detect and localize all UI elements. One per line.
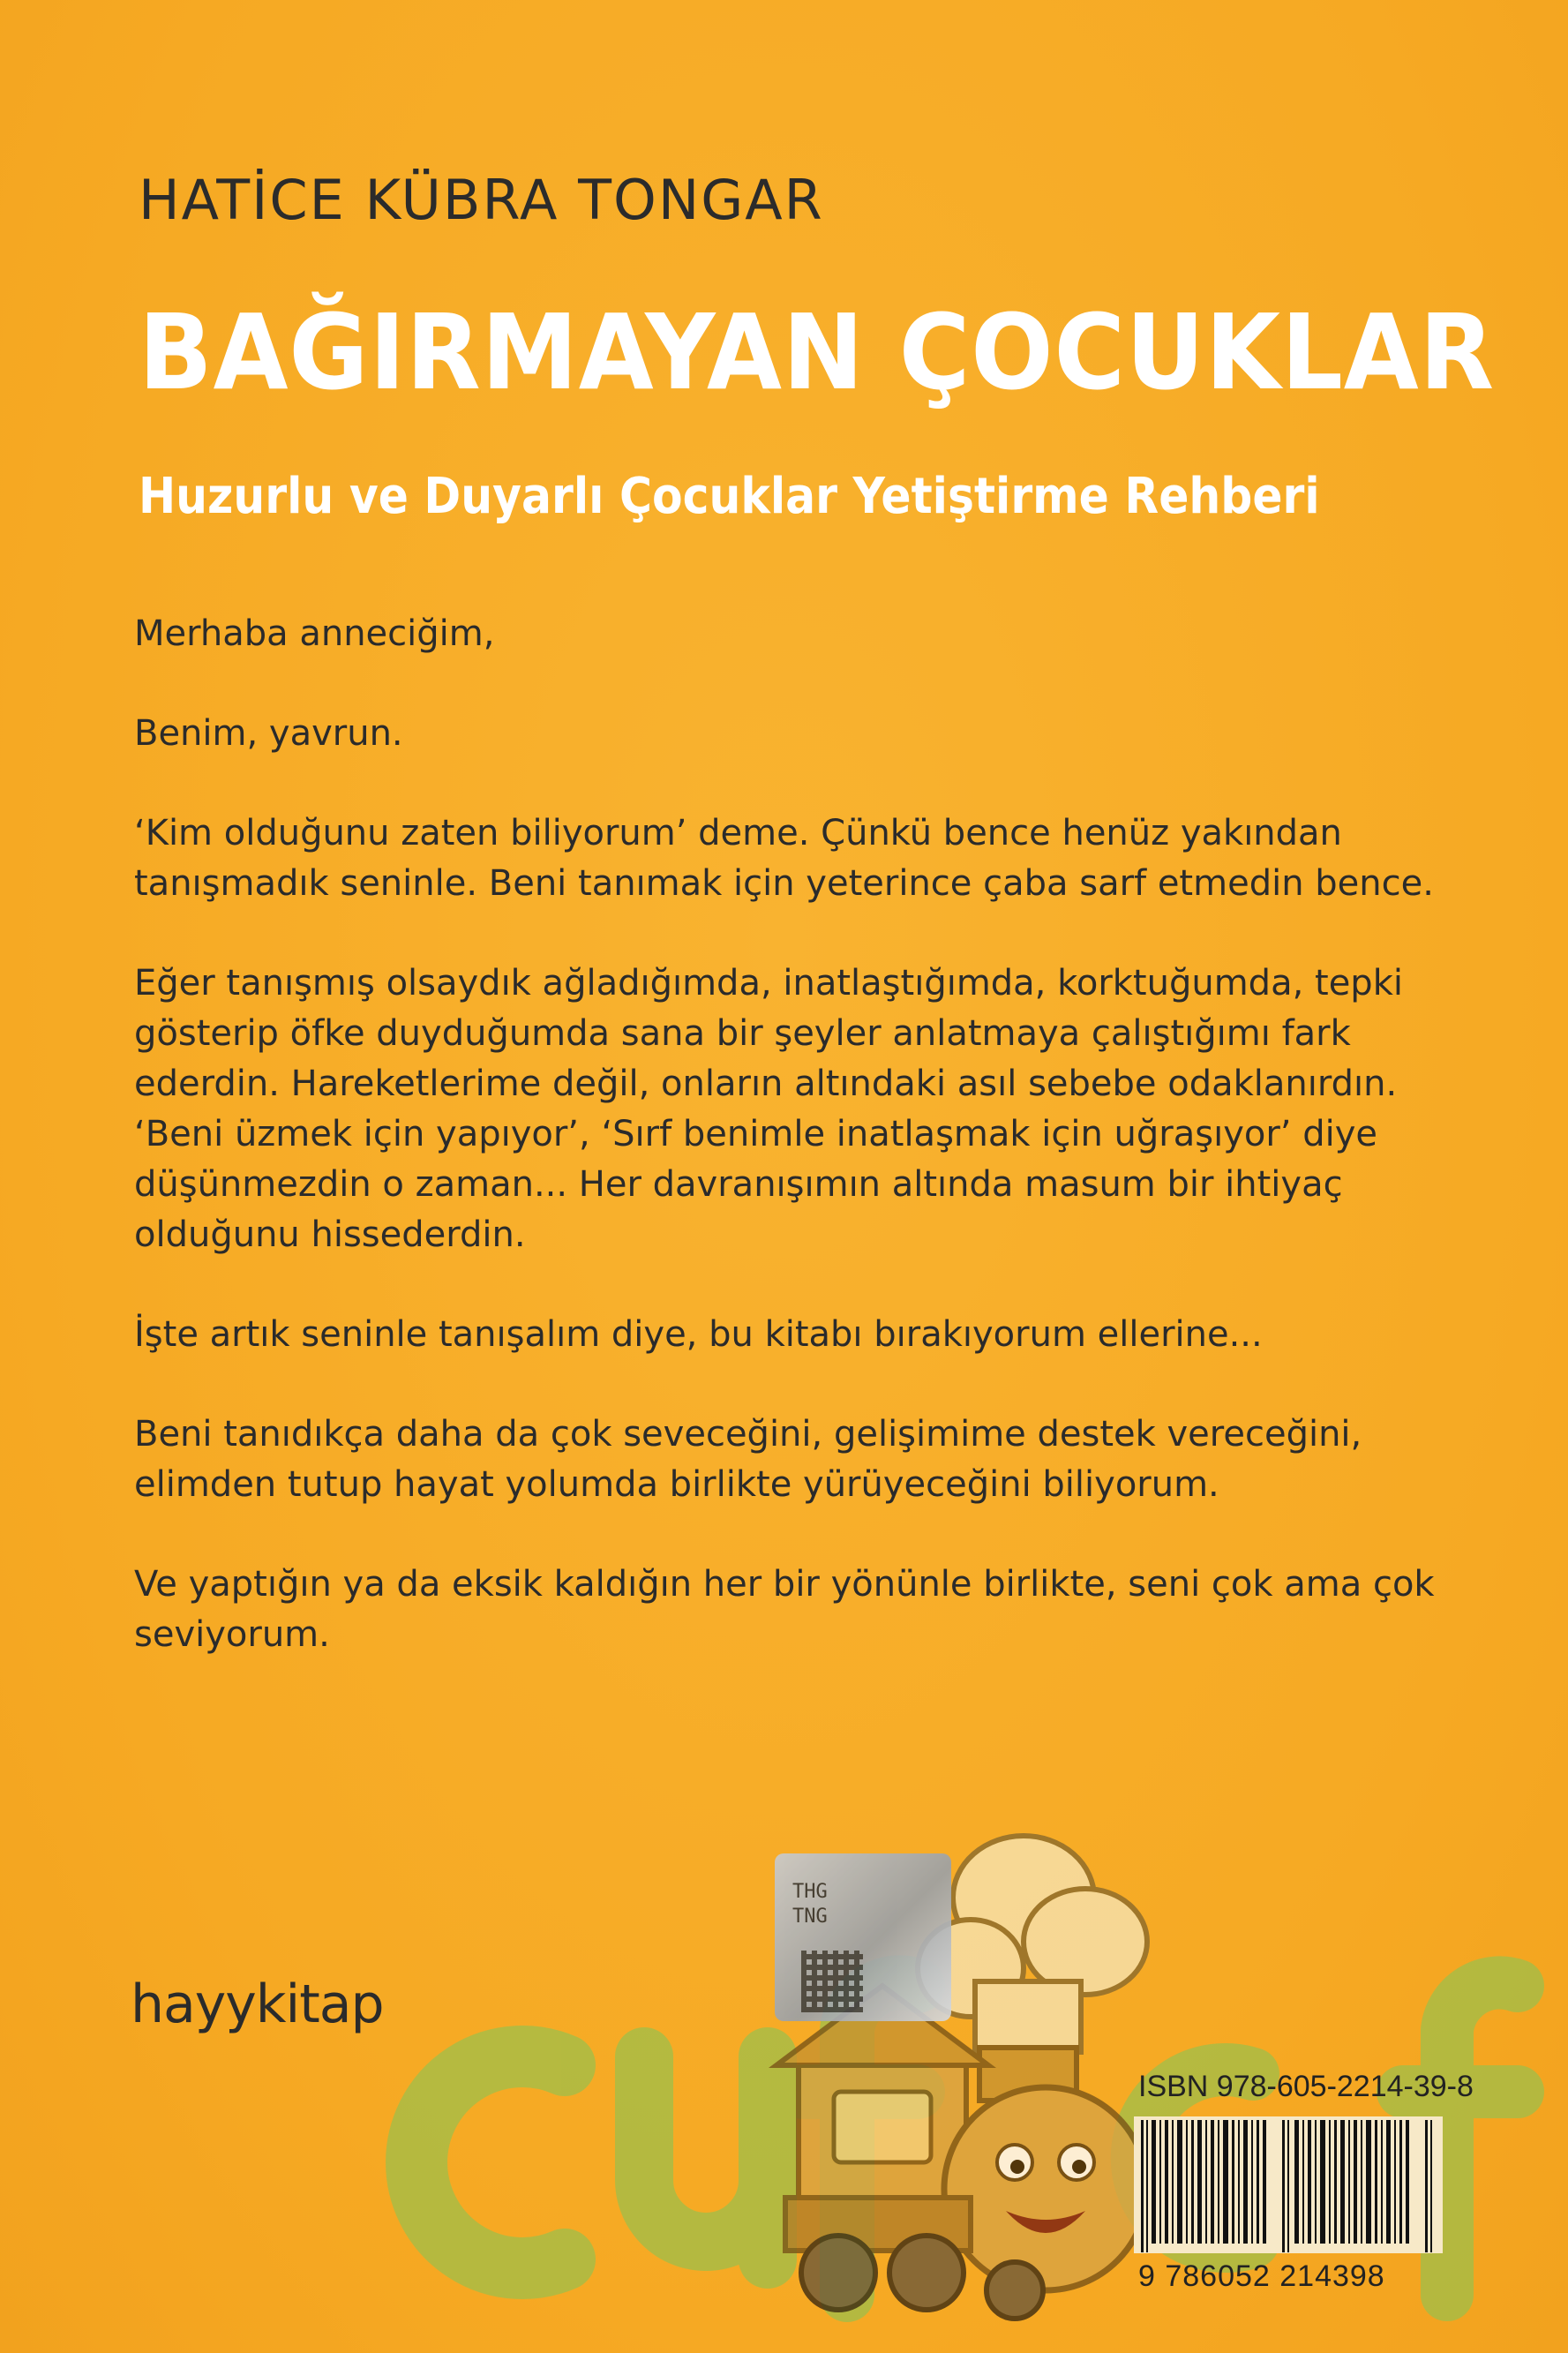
book-subtitle: Huzurlu ve Duyarlı Çocuklar Yetiştirme Rehberi xyxy=(139,468,1320,525)
blurb-paragraph: Eğer tanışmış olsaydık ağladığımda, inatlaştığımda, korktuğumda, tepki gösterip öfke duyduğumda sana bir şeyler anlatmaya çalıştığımı fark ederdin. Hareketlerime değil, onların altındaki asıl sebebe odaklanırdın. ‘Beni üzmek için yapıyor’, ‘Sırf benimle inatlaşmak için uğraşıyor’ diye düşünmezdin o zaman... Her davranışımın altında masum bir ihtiyaç olduğunu hissederdin. xyxy=(134,963,1403,1255)
blurb-paragraph: Ve yaptığın ya da eksik kaldığın her bir yönünle birlikte, seni çok ama çok seviyorum. xyxy=(134,1564,1435,1655)
blurb-paragraph: İşte artık seninle tanışalım diye, bu kitabı bırakıyorum ellerine... xyxy=(134,1314,1263,1355)
barcode-icon xyxy=(1134,2116,1443,2253)
qr-code-icon xyxy=(801,1951,863,2012)
blurb-paragraph: Benim, yavrun. xyxy=(134,713,403,754)
publisher-logo: hayykitap xyxy=(131,1973,384,2035)
hologram-text: THG TNG xyxy=(792,1881,828,1928)
security-hologram-sticker xyxy=(775,1853,951,2021)
blurb-paragraph: ‘Kim olduğunu zaten biliyorum’ deme. Çünkü bence henüz yakından tanışmadık seninle. Beni tanımak için yeterince çaba sarf etmedin bence. xyxy=(134,813,1434,904)
isbn-label: ISBN 978-605-2214-39-8 xyxy=(1138,2070,1474,2103)
author-name: HATİCE KÜBRA TONGAR xyxy=(139,168,824,232)
book-title: BAĞIRMAYAN ÇOCUKLAR xyxy=(139,291,1496,413)
blurb-paragraph: Merhaba anneciğim, xyxy=(134,613,495,654)
barcode-number: 9 786052 214398 xyxy=(1138,2259,1385,2293)
blurb-paragraph: Beni tanıdıkça daha da çok seveceğini, gelişimime destek vereceğini, elimden tutup hayat yolumda birlikte yürüyeceğini biliyorum. xyxy=(134,1414,1362,1505)
